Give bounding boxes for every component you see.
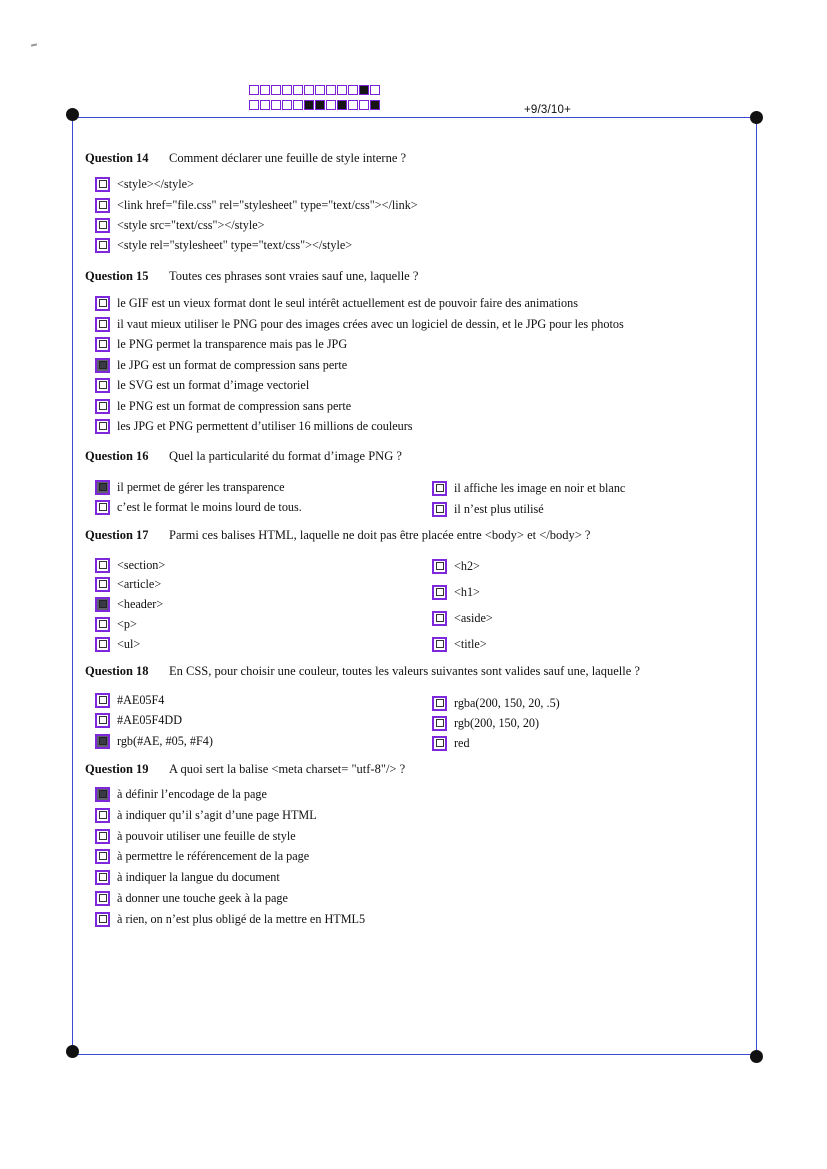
question-heading <box>85 528 591 543</box>
answer-option[interactable] <box>432 584 480 600</box>
answer-label: à pouvoir utiliser une feuille de style <box>117 828 296 843</box>
checkbox[interactable] <box>95 480 110 495</box>
barcode-box <box>348 100 358 110</box>
answer-option[interactable] <box>432 480 625 496</box>
answer-option[interactable] <box>432 501 544 517</box>
question-number: Question 14 <box>85 151 149 165</box>
answer-label: <ul> <box>117 636 141 651</box>
answer-label: <style src="text/css"></style> <box>117 217 265 232</box>
question-number: Question 15 <box>85 269 149 283</box>
barcode-box <box>282 100 292 110</box>
corner-mark-bottom-right <box>750 1050 763 1063</box>
checkbox[interactable] <box>432 559 447 574</box>
answer-label: <section> <box>117 557 166 572</box>
checkbox[interactable] <box>95 829 110 844</box>
answer-option[interactable] <box>432 715 539 731</box>
frame-top <box>72 117 757 118</box>
barcode-box <box>359 100 369 110</box>
question-heading <box>85 762 406 777</box>
checkbox[interactable] <box>95 787 110 802</box>
answer-label: le PNG permet la transparence mais pas le JPG <box>117 336 348 351</box>
answer-option[interactable] <box>95 336 347 352</box>
checkbox[interactable] <box>432 611 447 626</box>
barcode-box <box>282 85 292 95</box>
answer-option[interactable] <box>95 316 624 332</box>
barcode-box <box>304 100 314 110</box>
answer-label: le GIF est un vieux format dont le seul intérêt actuellement est de pouvoir faire des animations <box>117 295 578 310</box>
barcode-row <box>249 100 380 110</box>
question-text: A quoi sert la balise <meta charset= "utf-8"/> ? <box>169 762 406 776</box>
answer-label: <style></style> <box>117 176 194 191</box>
checkbox[interactable] <box>95 577 110 592</box>
barcode-box <box>359 85 369 95</box>
answer-option[interactable] <box>95 576 161 592</box>
barcode-box <box>304 85 314 95</box>
answer-label: à indiquer la langue du document <box>117 869 280 884</box>
checkbox[interactable] <box>95 870 110 885</box>
question-text: Parmi ces balises HTML, laquelle ne doit pas être placée entre <body> et </body> ? <box>169 528 591 542</box>
stray-pen-mark <box>31 43 37 46</box>
barcode-box <box>260 85 270 95</box>
checkbox[interactable] <box>95 734 110 749</box>
question-text: Comment déclarer une feuille de style interne ? <box>169 151 407 165</box>
checkbox[interactable] <box>95 337 110 352</box>
checkbox[interactable] <box>95 617 110 632</box>
barcode-box <box>260 100 270 110</box>
answer-option[interactable] <box>95 596 163 612</box>
checkbox[interactable] <box>95 637 110 652</box>
answer-label: <title> <box>454 636 487 651</box>
answer-label: <style rel="stylesheet" type="text/css"></style> <box>117 237 353 252</box>
barcode-box <box>370 85 380 95</box>
answer-label: <aside> <box>454 610 493 625</box>
answer-label: red <box>454 735 470 750</box>
frame-right <box>756 118 757 1056</box>
answer-label: #AE05F4 <box>117 692 165 707</box>
barcode-box <box>249 85 259 95</box>
answer-label: à définir l’encodage de la page <box>117 786 267 801</box>
barcode-box <box>315 100 325 110</box>
answer-option[interactable] <box>95 692 164 708</box>
checkbox[interactable] <box>95 378 110 393</box>
barcode-box <box>293 85 303 95</box>
answer-option[interactable] <box>95 295 578 311</box>
question-heading <box>85 449 402 464</box>
answer-label: <h2> <box>454 558 480 573</box>
barcode-box <box>370 100 380 110</box>
answer-label: <article> <box>117 576 162 591</box>
checkbox[interactable] <box>95 198 110 213</box>
answer-option[interactable] <box>95 869 280 885</box>
answer-label: le PNG est un format de compression sans perte <box>117 398 352 413</box>
checkbox[interactable] <box>95 218 110 233</box>
answer-label: à rien, on n’est plus obligé de la mettre en HTML5 <box>117 911 366 926</box>
barcode-box <box>348 85 358 95</box>
answer-label: rgb(#AE, #05, #F4) <box>117 733 213 748</box>
answer-option[interactable] <box>95 807 317 823</box>
checkbox[interactable] <box>432 716 447 731</box>
question-heading <box>85 269 419 284</box>
question-text: Quel la particularité du format d’image PNG ? <box>169 449 402 463</box>
answer-option[interactable] <box>432 610 493 626</box>
checkbox[interactable] <box>432 696 447 711</box>
checkbox[interactable] <box>95 358 110 373</box>
barcode-box <box>271 85 281 95</box>
question-text: En CSS, pour choisir une couleur, toutes les valeurs suivantes sont valides sauf une, laquelle ? <box>169 664 640 678</box>
answer-label: le JPG est un format de compression sans perte <box>117 357 348 372</box>
question-number: Question 16 <box>85 449 149 463</box>
answer-option[interactable] <box>95 197 418 213</box>
frame-bottom <box>72 1054 757 1055</box>
answer-option[interactable] <box>95 828 296 844</box>
question-text: Toutes ces phrases sont vraies sauf une, laquelle ? <box>169 269 419 283</box>
answer-option[interactable] <box>95 217 265 233</box>
answer-label: il n’est plus utilisé <box>454 501 544 516</box>
checkbox[interactable] <box>95 296 110 311</box>
answer-option[interactable] <box>95 398 351 414</box>
answer-option[interactable] <box>95 499 302 515</box>
frame-left <box>72 116 73 1054</box>
answer-option[interactable] <box>95 890 288 906</box>
checkbox[interactable] <box>95 693 110 708</box>
answer-option[interactable] <box>95 616 137 632</box>
answer-option[interactable] <box>432 558 480 574</box>
answer-option[interactable] <box>432 636 487 652</box>
answer-option[interactable] <box>432 695 560 711</box>
answer-label: à permettre le référencement de la page <box>117 848 310 863</box>
checkbox[interactable] <box>432 637 447 652</box>
barcode-box <box>326 85 336 95</box>
barcode-box <box>326 100 336 110</box>
question-heading <box>85 664 640 679</box>
checkbox[interactable] <box>95 558 110 573</box>
barcode-row <box>249 85 380 95</box>
barcode-box <box>337 100 347 110</box>
answer-label: à donner une touche geek à la page <box>117 890 288 905</box>
question-number: Question 19 <box>85 762 149 776</box>
answer-label: <h1> <box>454 584 480 599</box>
checkbox[interactable] <box>95 912 110 927</box>
checkbox[interactable] <box>432 481 447 496</box>
question-heading <box>85 151 407 166</box>
answer-option[interactable] <box>95 636 140 652</box>
checkbox[interactable] <box>95 808 110 823</box>
answer-label: il affiche les image en noir et blanc <box>454 480 626 495</box>
answer-label: rgb(200, 150, 20) <box>454 715 540 730</box>
page-code: +9/3/10+ <box>524 104 572 116</box>
answer-label: à indiquer qu’il s’agit d’une page HTML <box>117 807 317 822</box>
barcode-box <box>337 85 347 95</box>
barcode-box <box>271 100 281 110</box>
checkbox[interactable] <box>95 500 110 515</box>
answer-label: rgba(200, 150, 20, .5) <box>454 695 560 710</box>
answer-option[interactable] <box>95 418 413 434</box>
checkbox[interactable] <box>95 891 110 906</box>
checkbox[interactable] <box>95 713 110 728</box>
checkbox[interactable] <box>95 597 110 612</box>
answer-label: <header> <box>117 596 164 611</box>
checkbox[interactable] <box>432 585 447 600</box>
answer-option[interactable] <box>432 735 470 751</box>
checkbox[interactable] <box>95 177 110 192</box>
barcode-box <box>293 100 303 110</box>
corner-mark-top-left <box>66 108 79 121</box>
answer-option[interactable] <box>95 848 309 864</box>
question-number: Question 18 <box>85 664 149 678</box>
corner-mark-bottom-left <box>66 1045 79 1058</box>
answer-option[interactable] <box>95 237 352 253</box>
answer-option[interactable] <box>95 479 285 495</box>
checkbox[interactable] <box>95 849 110 864</box>
answer-option[interactable] <box>95 357 347 373</box>
answer-option[interactable] <box>95 377 309 393</box>
answer-label: les JPG et PNG permettent d’utiliser 16 millions de couleurs <box>117 418 413 433</box>
answer-option[interactable] <box>95 557 165 573</box>
answer-label: il vaut mieux utiliser le PNG pour des images crées avec un logiciel de dessin, et le JPG pour les photos <box>117 316 624 331</box>
answer-label: c’est le format le moins lourd de tous. <box>117 499 302 514</box>
checkbox[interactable] <box>95 317 110 332</box>
barcode-box <box>315 85 325 95</box>
checkbox[interactable] <box>95 419 110 434</box>
checkbox[interactable] <box>432 502 447 517</box>
checkbox[interactable] <box>95 238 110 253</box>
checkbox[interactable] <box>95 399 110 414</box>
answer-label: <p> <box>117 616 137 631</box>
corner-mark-top-right <box>750 111 763 124</box>
question-number: Question 17 <box>85 528 149 542</box>
answer-label: #AE05F4DD <box>117 712 183 727</box>
barcode-box <box>249 100 259 110</box>
answer-option[interactable] <box>95 733 213 749</box>
checkbox[interactable] <box>432 736 447 751</box>
answer-label: le SVG est un format d’image vectoriel <box>117 377 310 392</box>
answer-label: <link href="file.css" rel="stylesheet" type="text/css"></link> <box>117 197 418 212</box>
answer-option[interactable] <box>95 911 365 927</box>
answer-option[interactable] <box>95 786 267 802</box>
answer-option[interactable] <box>95 712 182 728</box>
answer-option[interactable] <box>95 176 194 192</box>
answer-label: il permet de gérer les transparence <box>117 479 285 494</box>
